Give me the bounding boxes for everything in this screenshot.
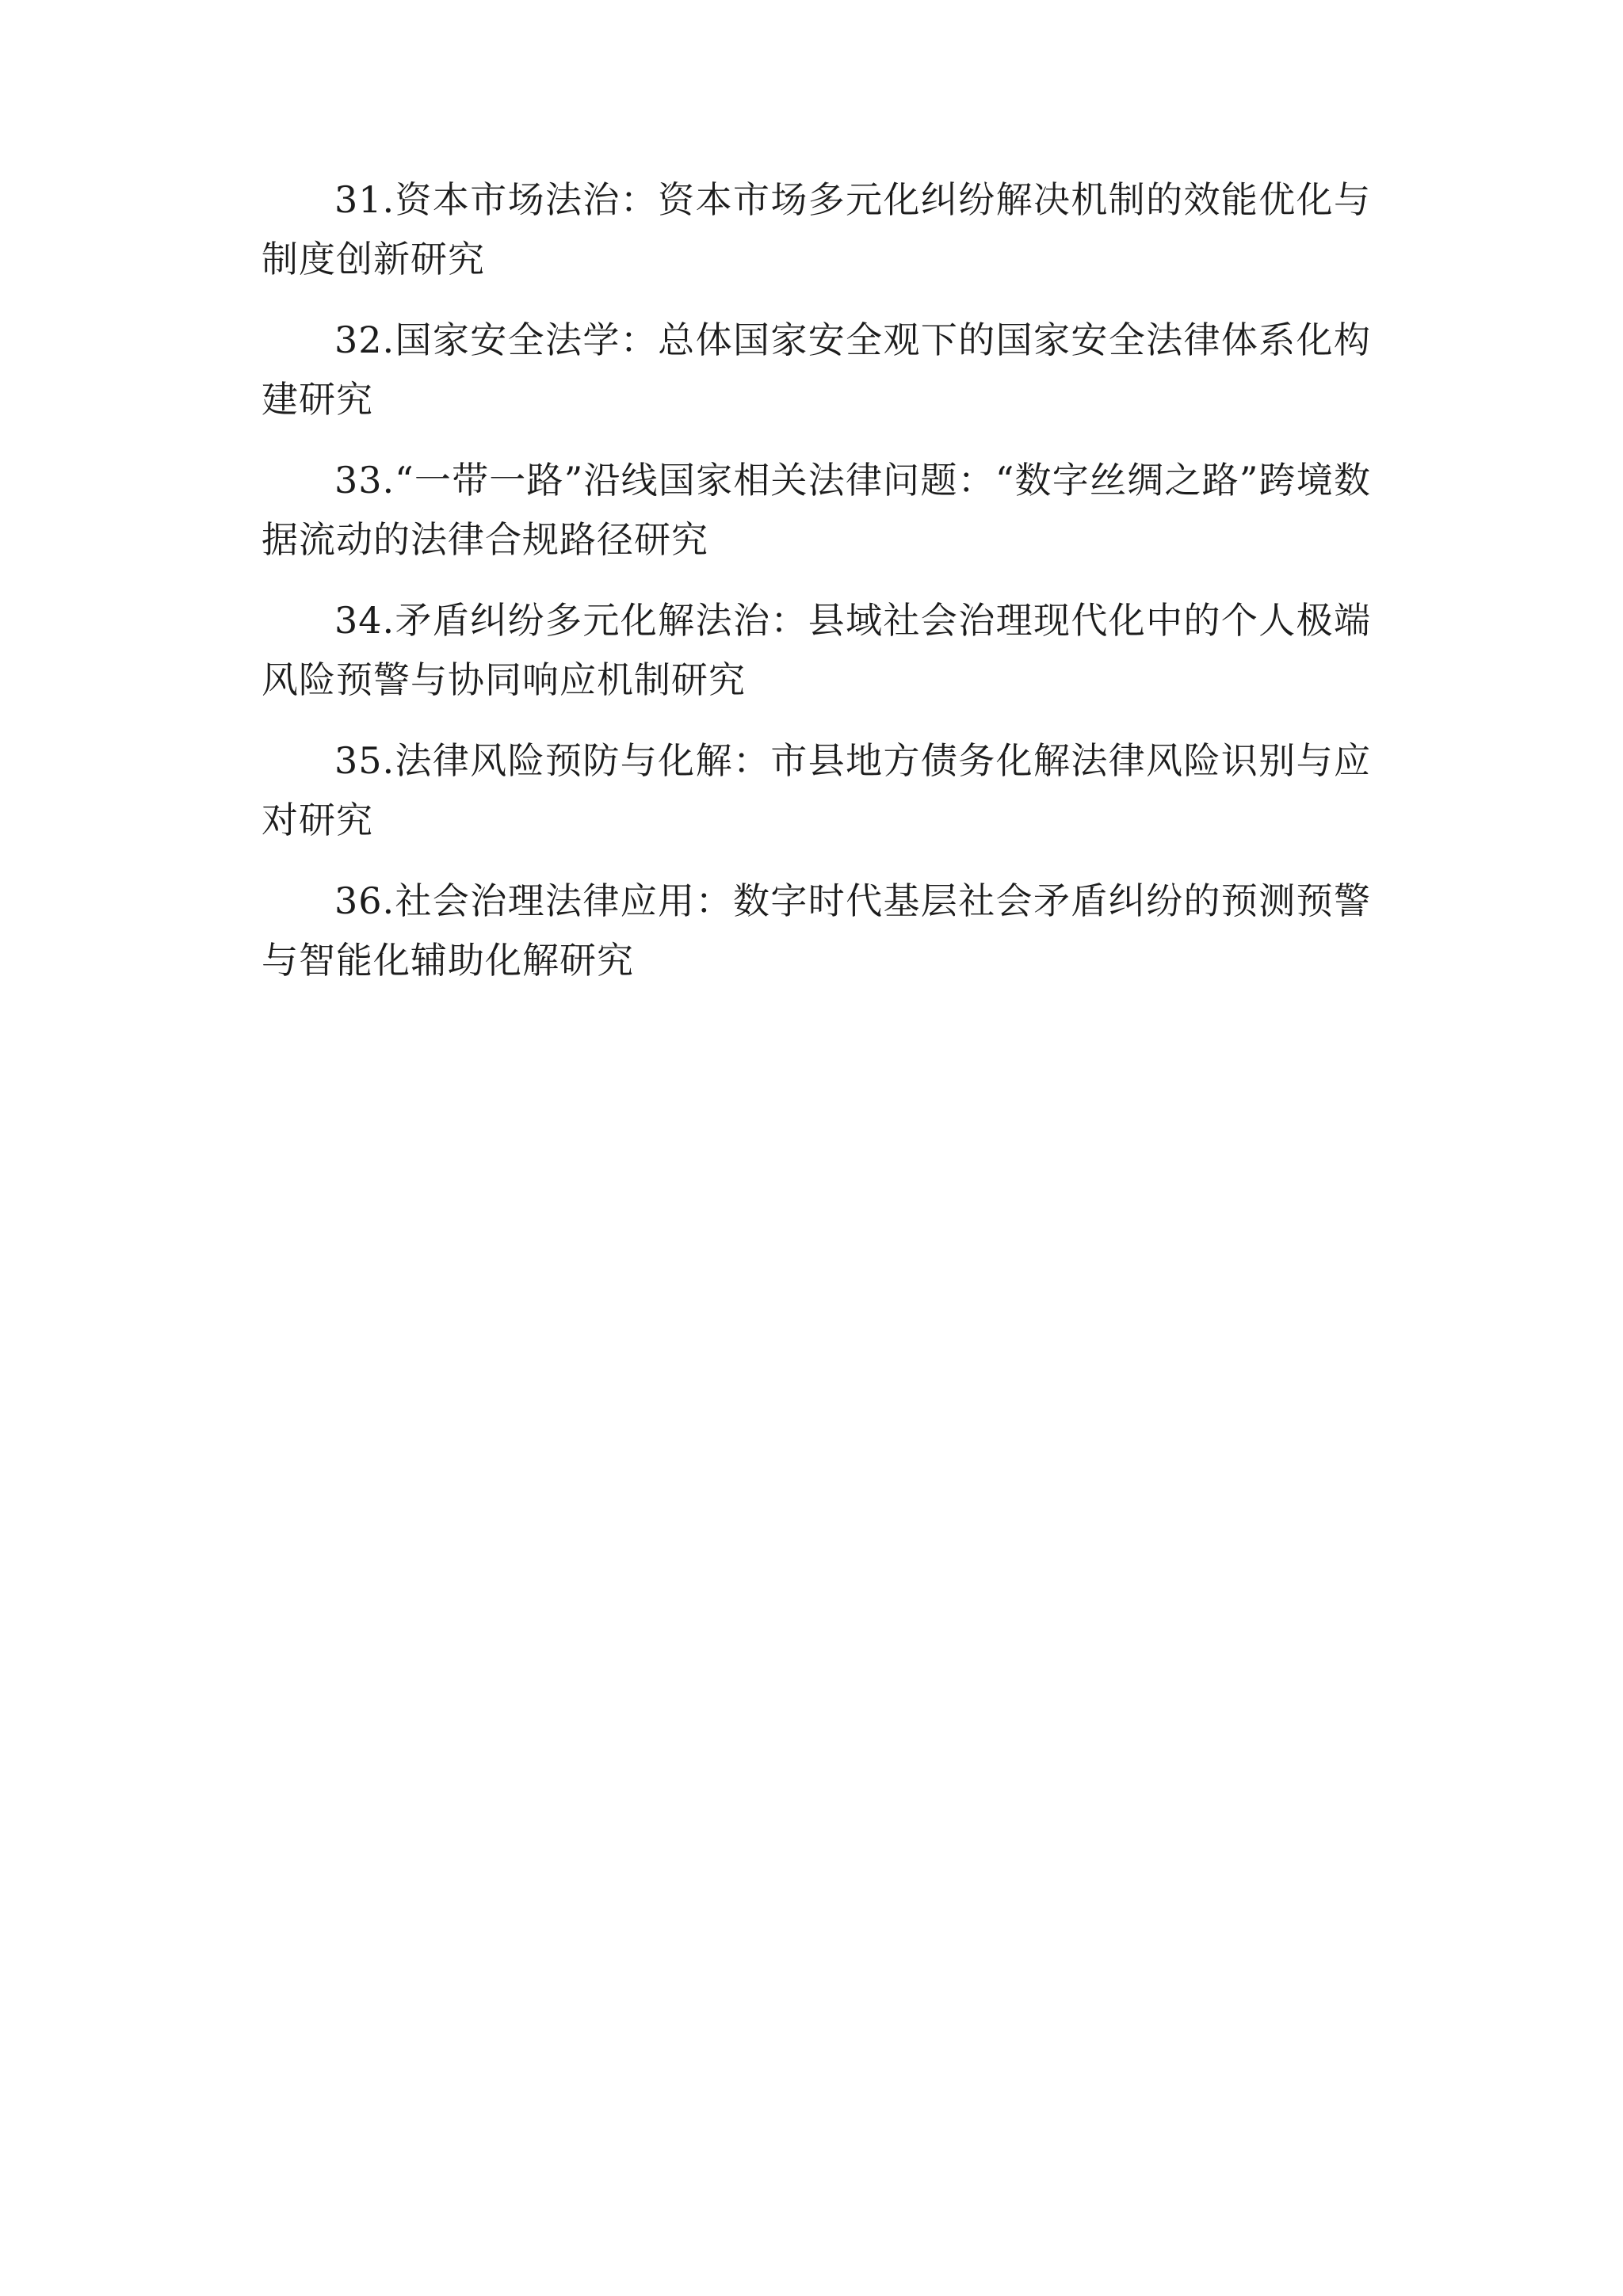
list-item: 33.“一带一路”沿线国家相关法律问题：“数字丝绸之路”跨境数据流动的法律合规路径研究 bbox=[262, 459, 1371, 561]
document-body bbox=[262, 170, 1371, 990]
list-item: 34.矛盾纠纷多元化解法治：县域社会治理现代化中的个人极端风险预警与协同响应机制研究 bbox=[262, 599, 1371, 701]
list-item: 31.资本市场法治：资本市场多元化纠纷解决机制的效能优化与制度创新研究 bbox=[262, 178, 1371, 280]
list-item: 32.国家安全法学：总体国家安全观下的国家安全法律体系化构建研究 bbox=[262, 318, 1371, 421]
list-item: 36.社会治理法律应用：数字时代基层社会矛盾纠纷的预测预警与智能化辅助化解研究 bbox=[262, 879, 1371, 982]
list-item: 35.法律风险预防与化解：市县地方债务化解法律风险识别与应对研究 bbox=[262, 739, 1371, 841]
